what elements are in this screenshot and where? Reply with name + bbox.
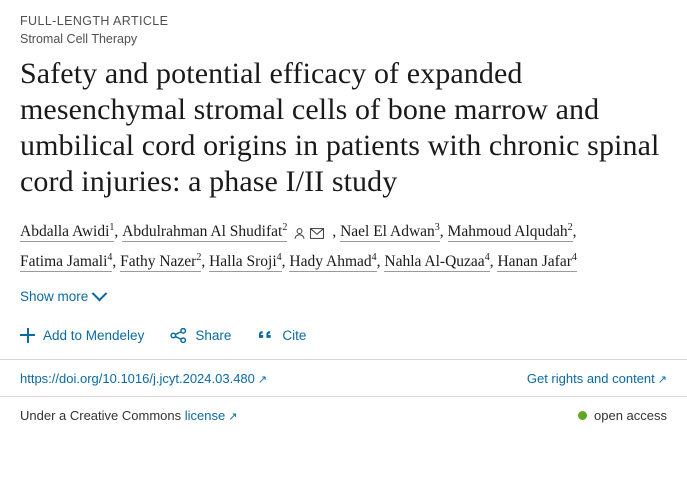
author-item[interactable] (120, 253, 201, 272)
get-rights-and-content-link[interactable] (527, 371, 667, 386)
add-to-mendeley-button[interactable] (20, 328, 144, 343)
article-actions (20, 328, 667, 359)
author-affiliation: 4 (484, 251, 490, 263)
license-text (20, 408, 237, 423)
author-affiliation: 4 (371, 251, 377, 263)
open-access-label: open access (594, 407, 667, 423)
quote-icon (257, 328, 274, 343)
corresponding-author-icons[interactable] (293, 219, 328, 246)
author-item[interactable] (384, 253, 489, 272)
author-affiliation: 4 (276, 251, 282, 263)
author-item[interactable] (122, 223, 287, 242)
author-affiliation: 4 (107, 251, 113, 263)
show-more-authors-button[interactable] (20, 289, 105, 304)
open-access-dot-icon (578, 411, 587, 420)
license-link[interactable] (185, 408, 238, 423)
author-affiliation: 2 (196, 251, 202, 263)
author-name: Mahmoud Alqudah (447, 223, 568, 240)
license-link-label: license (184, 407, 226, 423)
author-list-second-line: Fatima Jamali$^4$, Fathy Nazer$^2$, Halla Sroji$^4$, Hady Ahmad$^4$, Nahla Al-Quzaa$^4$, Hanan Jafar$^4$ (20, 251, 577, 270)
author-item[interactable] (448, 223, 573, 242)
license-prefix: Under a Creative Commons (20, 407, 182, 423)
author-item[interactable] (20, 223, 114, 242)
author-list: Abdalla Awidi$^1$, Abdulrahman Al Shudifat$^2$ , Nael El Adwan$^3$, Mahmoud Alqudah$^2$, (20, 218, 667, 246)
external-link-icon: ↗ (657, 373, 667, 386)
external-link-icon: ↗ (257, 373, 268, 386)
open-access-badge (578, 408, 667, 423)
author-item[interactable] (209, 253, 282, 272)
author-name: Hady Ahmad (289, 252, 372, 270)
share-label: Share (195, 327, 232, 343)
rights-text: Get rights and content (526, 370, 655, 386)
author-name: Hanan Jafar (497, 252, 572, 270)
doi-text: https://doi.org/10.1016/j.jcyt.2024.03.480 (20, 370, 255, 386)
cite-label: Cite (282, 327, 307, 343)
external-link-icon: ↗ (228, 410, 238, 423)
plus-icon (20, 328, 35, 343)
share-icon (170, 328, 187, 343)
share-button[interactable] (170, 328, 231, 343)
add-to-mendeley-label: Add to Mendeley (43, 327, 145, 343)
author-name: Fatima Jamali (20, 252, 108, 270)
cite-button[interactable] (257, 328, 306, 343)
author-affiliation: 2 (282, 221, 288, 233)
person-icon[interactable] (293, 227, 306, 240)
envelope-icon[interactable] (310, 228, 324, 239)
chevron-down-icon (92, 286, 108, 302)
author-item[interactable] (497, 253, 576, 272)
article-type-kicker: FULL-LENGTH ARTICLE (20, 14, 169, 28)
author-name: Abdalla Awidi (20, 223, 110, 240)
author-item[interactable] (340, 223, 440, 242)
author-name: Nael El Adwan (340, 223, 435, 240)
author-name: Nahla Al-Quzaa (384, 252, 485, 270)
show-more-label: Show more (20, 288, 89, 304)
doi-row (20, 360, 667, 396)
author-name: Fathy Nazer (120, 252, 197, 270)
doi-link[interactable] (20, 371, 267, 386)
author-item[interactable] (20, 253, 112, 272)
author-affiliation: 3 (434, 221, 440, 233)
author-name: Halla Sroji (209, 252, 277, 270)
license-row (20, 397, 667, 423)
author-name: Abdulrahman Al Shudifat (122, 223, 283, 240)
author-affiliation: 1 (109, 221, 115, 233)
page-title: Safety and potential efficacy of expanded mesenchymal stromal cells of bone marrow and umbilical cord origins in patients with chronic spinal cord injuries: a phase I/II study (20, 57, 660, 198)
author-item[interactable] (289, 253, 376, 272)
author-affiliation: 2 (567, 221, 573, 233)
article-subject: Stromal Cell Therapy (20, 32, 138, 46)
author-affiliation: 4 (571, 251, 577, 263)
